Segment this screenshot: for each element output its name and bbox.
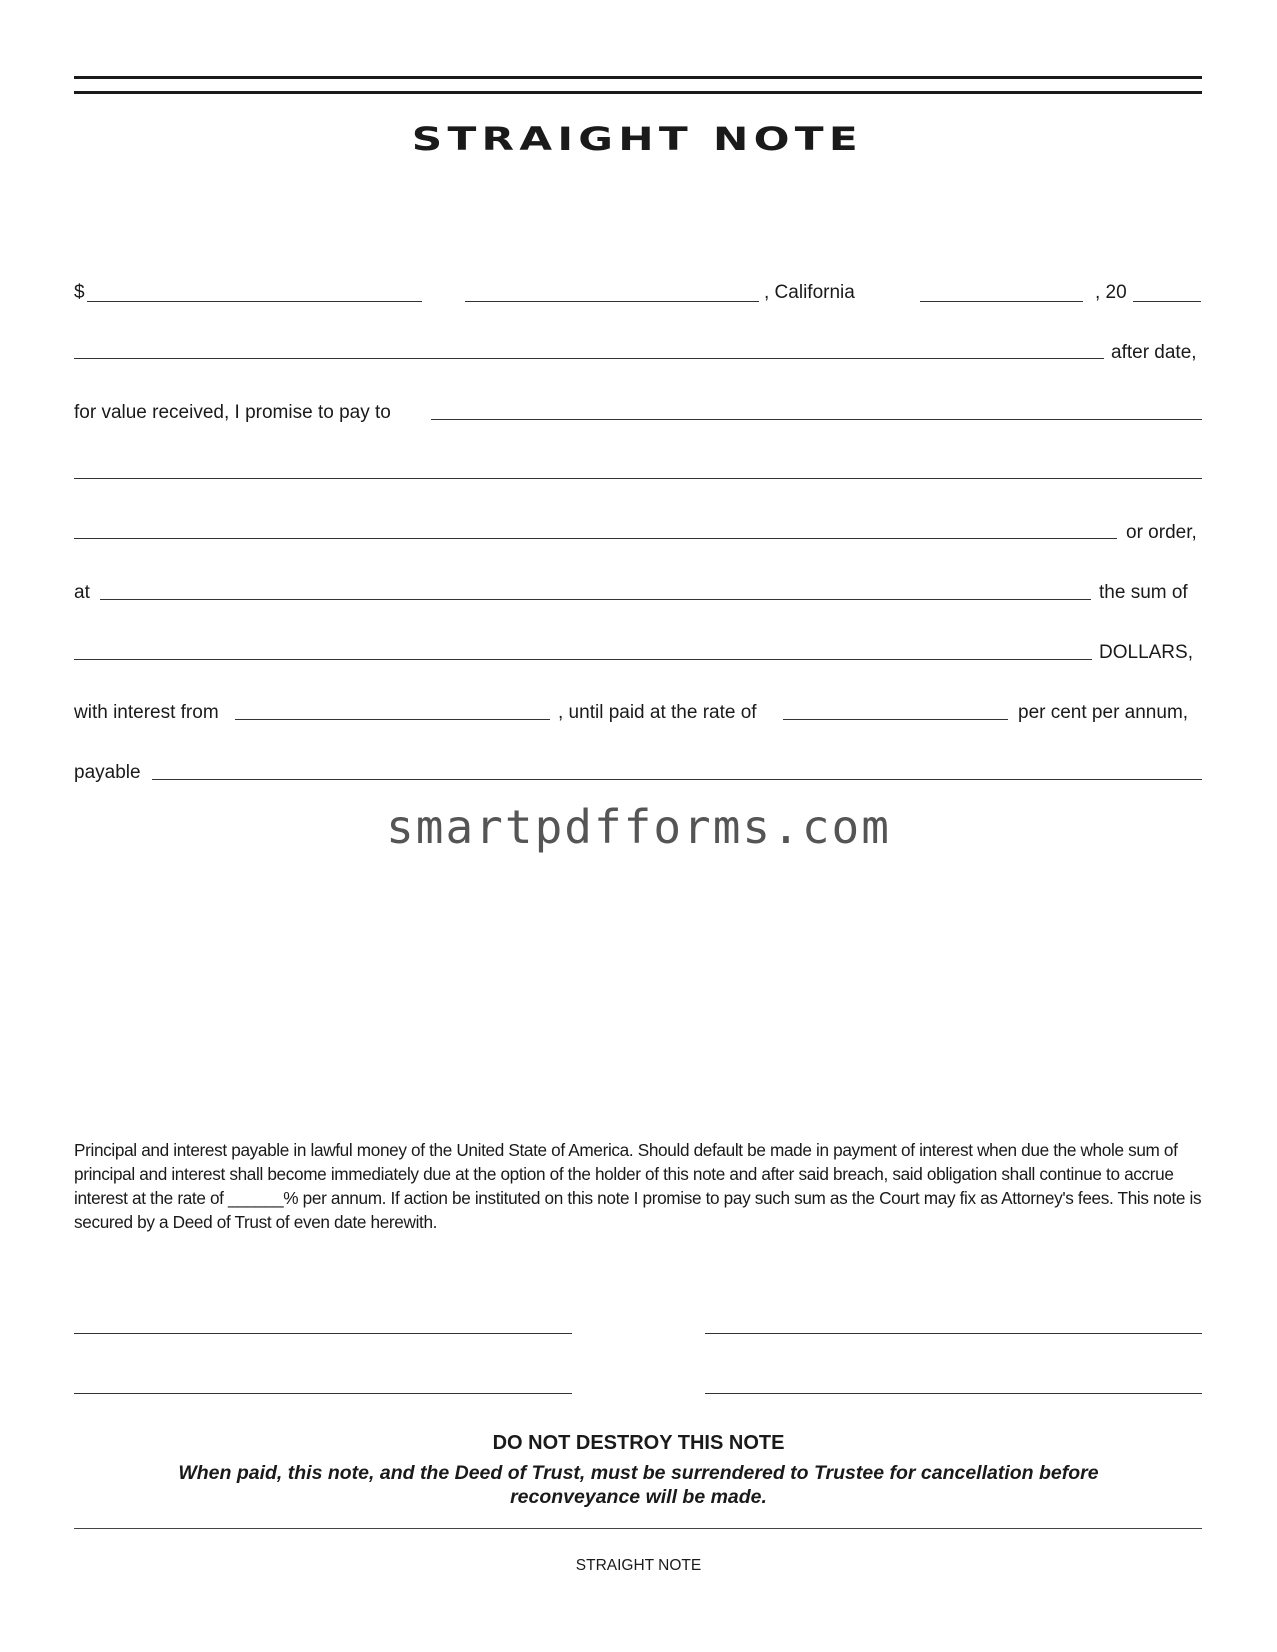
signature-line-3[interactable] [74,1393,572,1394]
signature-line-1[interactable] [74,1333,572,1334]
dollar-sign: $ [74,282,85,303]
terms-text-1: Principal and interest payable in lawful money of the United State of America. Should default be made in payment of interest when due the whole sum of principal and interest shall become immediately due at the option of the holder of this note and after said breach, said obligation shall continue to accrue interest at the rate of [74,1140,1178,1208]
year-field[interactable] [1133,301,1201,302]
city-field[interactable] [465,301,759,302]
signature-line-4[interactable] [705,1393,1202,1394]
watermark: smartpdfforms.com [386,800,891,854]
payable-label: payable [74,762,141,783]
bottom-rule [74,1528,1202,1529]
per-cent-label: per cent per annum, [1018,702,1189,723]
top-rule-1 [74,76,1202,79]
date-field[interactable] [920,301,1083,302]
payee-field-2[interactable] [74,478,1202,479]
dollars-label: DOLLARS, [1099,642,1193,663]
promise-label: for value received, I promise to pay to [74,402,391,423]
california-label: , California [764,282,855,303]
at-label: at [74,582,90,603]
or-order-label: or order, [1126,522,1197,543]
payment-place-field[interactable] [100,599,1091,600]
payee-field[interactable] [431,419,1202,420]
notice-body: When paid, this note, and the Deed of Trust, must be surrendered to Trustee for cancellation before reconveyance will be made. [178,1462,1099,1508]
sum-of-label: the sum of [1099,582,1188,603]
default-rate-blank[interactable]: ______ [228,1188,284,1208]
interest-start-field[interactable] [235,719,550,720]
notice-heading: DO NOT DESTROY THIS NOTE [492,1432,785,1454]
interest-from-label: with interest from [74,702,219,723]
payee-field-3[interactable] [74,538,1117,539]
term-field[interactable] [74,358,1104,359]
terms-paragraph [74,1138,1202,1234]
sum-words-field[interactable] [74,659,1092,660]
amount-field[interactable] [87,301,422,302]
terms-text-2: % per annum. If action be instituted on this note I promise to pay such sum as the Court may fix as Attorney's fees. This note is secured by a Deed of Trust of even date herewith. [74,1188,1202,1232]
interest-rate-field[interactable] [783,719,1008,720]
signature-line-2[interactable] [705,1333,1202,1334]
page-title: STRAIGHT NOTE [411,120,864,158]
after-date-label: after date, [1111,342,1197,363]
payable-field[interactable] [152,779,1202,780]
until-paid-label: , until paid at the rate of [558,702,757,723]
year-prefix-label: , 20 [1095,282,1127,303]
top-rule-2 [74,91,1202,94]
footer-label: STRAIGHT NOTE [575,1557,702,1574]
